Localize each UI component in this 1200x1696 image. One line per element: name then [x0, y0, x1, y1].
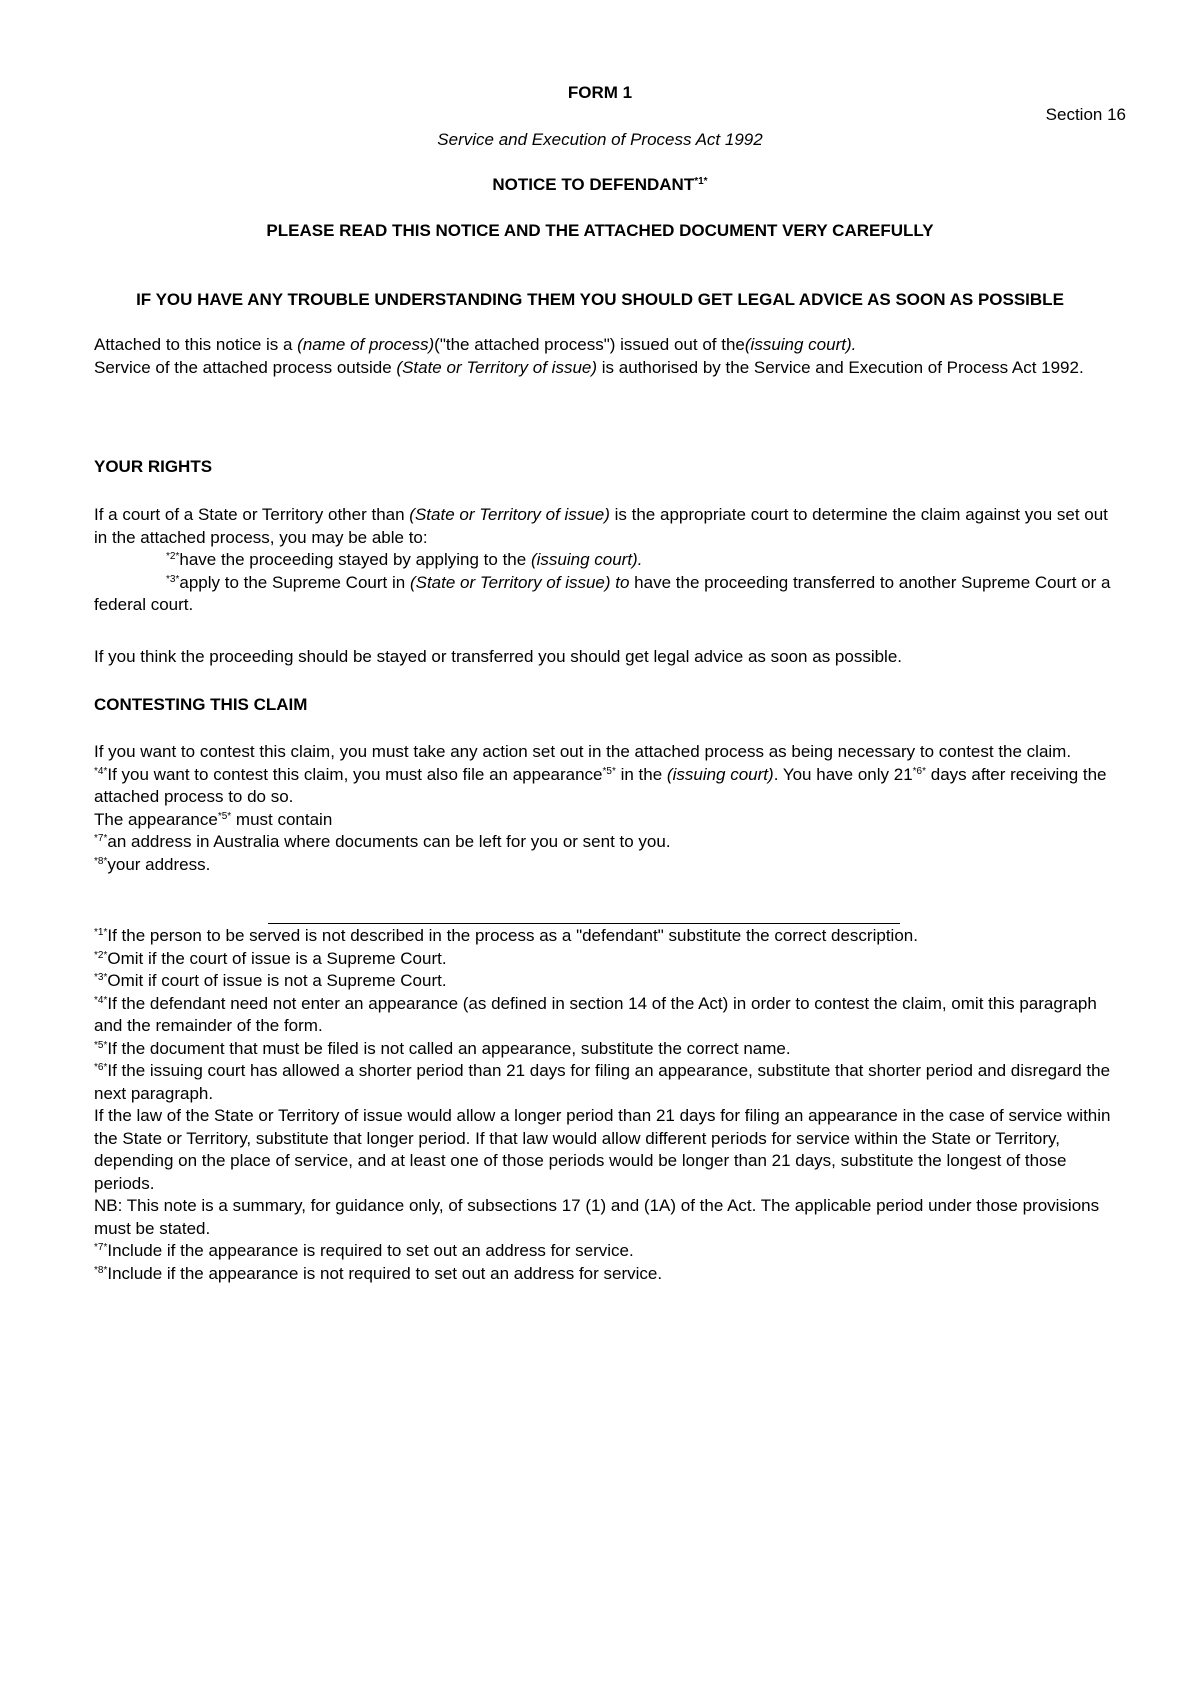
- footnote-4: [94, 993, 1124, 1038]
- footnote-text: If the issuing court has allowed a shorter period than 21 days for filing an appearance, substitute that shorter period and disregard the next paragraph.: [94, 1061, 1111, 1103]
- contest-heading: CONTESTING THIS CLAIM: [94, 695, 308, 714]
- rights-text: If a court of a State or Territory other than: [94, 505, 410, 524]
- contest-text: The appearance: [94, 809, 218, 829]
- rights-item-2: [94, 572, 1124, 617]
- footnote-marker: *3*: [94, 972, 108, 983]
- footnote-marker: *7*: [94, 1242, 108, 1253]
- footnote-text: If the person to be served is not described in the process as a "defendant" substitute the correct description.: [107, 926, 918, 945]
- footnote-text: Include if the appearance is not required to set out an address for service.: [107, 1263, 663, 1283]
- notice-title-text: NOTICE TO DEFENDANT: [492, 175, 695, 194]
- footnote-text: Omit if court of issue is not a Supreme Court.: [107, 971, 447, 990]
- rights-section: [94, 504, 1124, 617]
- footnote-text: If the law of the State or Territory of issue would allow a longer period than 21 days for filing an appearance in the case of service within the State or Territory, substitute that longer period. If that law would allow different periods for service within the State or Territory, depending on the place of service, and at least one of those periods would be longer than 21 days, substitute the longest of those periods.: [94, 1106, 1111, 1193]
- issuing-court-placeholder: (issuing court).: [744, 335, 857, 354]
- footnote-text: NB: This note is a summary, for guidance only, of subsections 17 (1) and (1A) of the Act. The applicable period under those provisions must be stated.: [94, 1196, 1100, 1238]
- state-placeholder: (State or Territory of issue): [396, 357, 598, 377]
- footnote-marker: *4*: [94, 994, 108, 1006]
- footnote-6: [94, 1060, 1124, 1105]
- footnote-1: [94, 925, 1124, 948]
- rights-text: apply to the Supreme Court in: [179, 572, 410, 592]
- state-placeholder: (State or Territory of issue): [409, 505, 610, 524]
- contest-paragraph-3: [94, 809, 1124, 832]
- footnote-text: Omit if the court of issue is a Supreme Court.: [107, 948, 447, 968]
- act-name: Service and Execution of Process Act 1992: [437, 130, 763, 149]
- issuing-court-placeholder: (issuing court).: [530, 550, 643, 569]
- intro-section: [94, 334, 1124, 379]
- intro-text: is authorised by the Service and Execution of Process Act 1992.: [597, 357, 1084, 377]
- warning-line-2: IF YOU HAVE ANY TROUBLE UNDERSTANDING THEM YOU SHOULD GET LEGAL ADVICE AS SOON AS POSSIBLE: [136, 290, 1064, 309]
- intro-text: ("the attached process") issued out of the: [434, 335, 745, 354]
- footnote-3: [94, 970, 1124, 993]
- warning-line-1: PLEASE READ THIS NOTICE AND THE ATTACHED DOCUMENT VERY CAREFULLY: [266, 221, 934, 240]
- contest-text: If you want to contest this claim, you must also file an appearance: [107, 764, 603, 784]
- state-placeholder: (State or Territory of issue) to: [409, 572, 630, 592]
- footnote-7: [94, 1240, 1124, 1263]
- rights-heading: YOUR RIGHTS: [94, 457, 213, 476]
- footnote-2: [94, 948, 1124, 971]
- footnotes-section: [94, 925, 1124, 1285]
- rights-text: have the proceeding transferred to another Supreme Court or a federal court.: [94, 572, 1111, 614]
- footnote-marker: *6*: [94, 1062, 108, 1073]
- footnote-text: Include if the appearance is required to set out an address for service.: [107, 1241, 634, 1260]
- contest-text: . You have only 21: [773, 764, 913, 784]
- intro-paragraph-1: [94, 334, 1124, 357]
- footnote-marker: *2*: [94, 949, 108, 961]
- process-placeholder: (name of process): [297, 335, 435, 354]
- contest-paragraph-5: [94, 854, 1124, 877]
- footnote-marker: *1*: [94, 927, 108, 938]
- footnote-marker: *2*: [166, 551, 180, 562]
- section-reference: Section 16: [1045, 105, 1126, 124]
- footnote-5: [94, 1038, 1124, 1061]
- issuing-court-placeholder: (issuing court): [666, 764, 774, 784]
- intro-text: Service of the attached process outside: [94, 357, 397, 377]
- contest-section: [94, 741, 1124, 876]
- footnote-marker: *4*: [94, 765, 108, 777]
- contest-paragraph-4: [94, 831, 1124, 854]
- footnote-marker: *5*: [217, 810, 232, 822]
- rights-paragraph-2: If you think the proceeding should be stayed or transferred you should get legal advice as soon as possible.: [94, 647, 903, 666]
- rights-item-1: [94, 549, 1124, 572]
- footnote-text: If the document that must be filed is not called an appearance, substitute the correct name.: [107, 1038, 791, 1058]
- contest-text: in the: [615, 764, 667, 784]
- contest-text: your address.: [107, 854, 211, 874]
- rights-text: is the appropriate court to determine the claim against you set out in the attached process, you may be able to:: [94, 505, 1108, 547]
- contest-text: days after receiving the attached process to do so.: [94, 764, 1107, 806]
- footnote-marker: *3*: [166, 573, 180, 585]
- contest-text: an address in Australia where documents can be left for you or sent to you.: [107, 832, 671, 851]
- contest-paragraph-1: If you want to contest this claim, you must take any action set out in the attached process as being necessary to contest the claim.: [94, 742, 1072, 761]
- intro-paragraph-2: [94, 357, 1124, 380]
- notice-marker: *1*: [694, 176, 708, 187]
- footnote-divider: [268, 923, 900, 924]
- footnote-marker: *5*: [94, 1039, 108, 1051]
- notice-title: [0, 174, 1200, 197]
- footnote-marker: *7*: [94, 833, 108, 844]
- footnote-marker: *8*: [94, 855, 108, 867]
- rights-text: have the proceeding stayed by applying to the: [179, 550, 531, 569]
- footnote-text: If the defendant need not enter an appearance (as defined in section 14 of the Act) in order to contest the claim, omit this paragraph and the remainder of the form.: [94, 993, 1097, 1035]
- intro-text: Attached to this notice is a: [94, 335, 298, 354]
- rights-paragraph-1: [94, 504, 1124, 549]
- footnote-8: [94, 1263, 1124, 1286]
- footnote-marker: *8*: [94, 1264, 108, 1276]
- footnote-marker: *6*: [912, 765, 927, 777]
- contest-paragraph-2: [94, 764, 1124, 809]
- footnote-6-continued: [94, 1105, 1124, 1195]
- contest-text: must contain: [231, 809, 333, 829]
- footnote-marker: *5*: [602, 765, 616, 777]
- form-title: FORM 1: [567, 83, 633, 102]
- footnote-nb: [94, 1195, 1124, 1240]
